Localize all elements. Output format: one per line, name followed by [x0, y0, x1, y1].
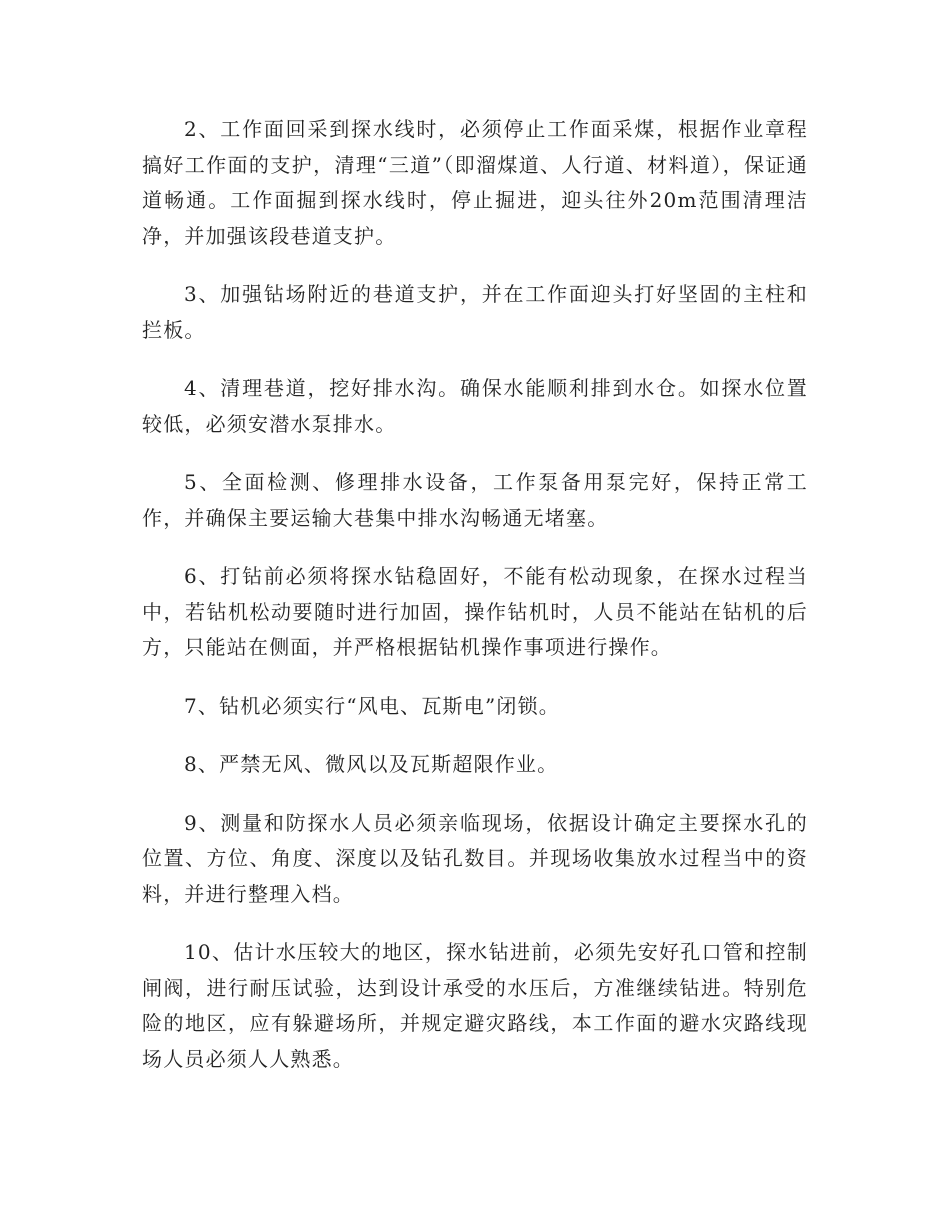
paragraph-item-5: 5、全面检测、修理排水设备，工作泵备用泵完好，保持正常工作，并确保主要运输大巷集中排水沟畅通无堵塞。	[142, 470, 808, 530]
paragraph-item-8: 8、严禁无风、微风以及瓦斯超限作业。	[184, 752, 559, 776]
paragraph-item-3: 3、加强钻场附近的巷道支护，并在工作面迎头打好坚固的主柱和拦板。	[142, 282, 808, 342]
paragraph-item-2: 2、工作面回采到探水线时，必须停止工作面采煤，根据作业章程搞好工作面的支护，清理“三道”（即溜煤道、人行道、材料道），保证通道畅通。工作面掘到探水线时，停止掘进，迎头往外20m范围清理洁净，并加强该段巷道支护。	[142, 117, 808, 248]
paragraph-item-10: 10、估计水压较大的地区，探水钻进前，必须先安好孔口管和控制闸阀，进行耐压试验，达到设计承受的水压后，方准继续钻进。特别危险的地区，应有躲避场所，并规定避灾路线，本工作面的避水灾路线现场人员必须人人熟悉。	[142, 940, 808, 1071]
paragraph-item-6: 6、打钻前必须将探水钻稳固好，不能有松动现象，在探水过程当中，若钻机松动要随时进行加固，操作钻机时，人员不能站在钻机的后方，只能站在侧面，并严格根据钻机操作事项进行操作。	[142, 564, 808, 659]
paragraph-item-4: 4、清理巷道，挖好排水沟。确保水能顺利排到水仓。如探水位置较低，必须安潜水泵排水。	[142, 376, 808, 436]
paragraph-item-7: 7、钻机必须实行“风电、瓦斯电”闭锁。	[184, 693, 560, 718]
document-body	[142, 112, 808, 1077]
paragraph-item-9: 9、测量和防探水人员必须亲临现场，依据设计确定主要探水孔的位置、方位、角度、深度以及钻孔数目。并现场收集放水过程当中的资料，并进行整理入档。	[142, 810, 808, 906]
